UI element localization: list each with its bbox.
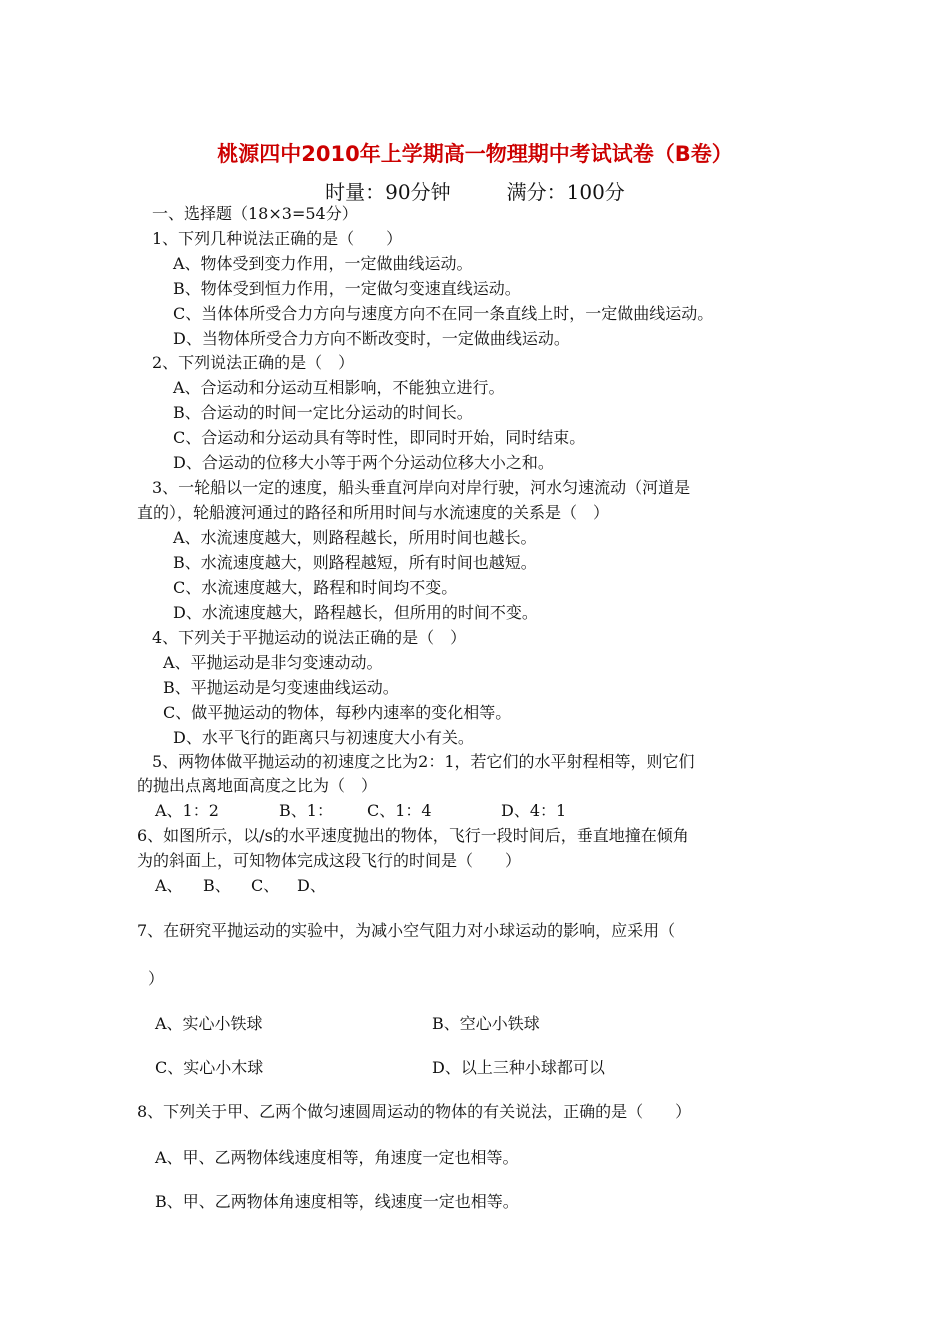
exam-meta (0, 176, 950, 205)
q4-option-a: A、平抛运动是非匀变速动动。 (163, 653, 383, 672)
q2-option-a: A、合运动和分运动互相影响，不能独立进行。 (173, 378, 505, 397)
q4-option-d: D、水平飞行的距离只与初速度大小有关。 (173, 728, 474, 747)
q5-option-a: A、1：2 (155, 801, 219, 820)
q5-option-d: D、4：1 (501, 801, 567, 820)
q3-option-a: A、水流速度越大，则路程越长，所用时间也越长。 (173, 528, 537, 547)
full-score: 满分：100分 (506, 180, 625, 204)
q1-option-b: B、物体受到恒力作用，一定做匀变速直线运动。 (173, 279, 521, 298)
q5-options (155, 800, 566, 822)
q6-option-d: D、 (297, 876, 326, 895)
q2-stem: 2、下列说法正确的是（ ） (152, 353, 355, 372)
q3-option-d: D、水流速度越大，路程越长，但所用的时间不变。 (173, 603, 538, 622)
q8-stem: 8、下列关于甲、乙两个做匀速圆周运动的物体的有关说法，正确的是（ ） (137, 1102, 692, 1121)
q8-option-a: A、甲、乙两物体线速度相等，角速度一定也相等。 (155, 1148, 519, 1167)
exam-title: 桃源四中2010年上学期高一物理期中考试试卷（B卷） (217, 142, 733, 166)
q6-option-a: A、 (155, 876, 183, 895)
q7-option-b: B、空心小铁球 (432, 1014, 540, 1033)
q8-option-b: B、甲、乙两物体角速度相等，线速度一定也相等。 (155, 1192, 519, 1211)
q7-stem-line1: 7、在研究平抛运动的实验中，为减小空气阻力对小球运动的影响，应采用（ (137, 921, 676, 940)
q1-stem: 1、下列几种说法正确的是（ ） (152, 229, 403, 248)
section-heading: 一、选择题（18×3=54分） (152, 204, 358, 223)
q5-stem-line1: 5、两物体做平抛运动的初速度之比为2：1，若它们的水平射程相等，则它们 (152, 752, 695, 771)
q6-option-b: B、 (203, 876, 231, 895)
q6-option-c: C、 (251, 876, 280, 895)
q2-option-c: C、合运动和分运动具有等时性，即同时开始，同时结束。 (173, 428, 586, 447)
q7-option-d: D、以上三种小球都可以 (432, 1058, 605, 1077)
q7-stem-line2: ） (148, 969, 165, 988)
q3-option-b: B、水流速度越大，则路程越短，所有时间也越短。 (173, 553, 537, 572)
q4-option-b: B、平抛运动是匀变速曲线运动。 (163, 678, 399, 697)
q1-option-c: C、当体体所受合力方向与速度方向不在同一条直线上时，一定做曲线运动。 (173, 304, 714, 323)
q6-stem-line1: 6、如图所示，以/s的水平速度抛出的物体，飞行一段时间后，垂直地撞在倾角 (137, 826, 689, 845)
q3-stem-line2: 直的），轮船渡河通过的路径和所用时间与水流速度的关系是（ ） (137, 503, 610, 522)
q6-stem-line2: 为的斜面上，可知物体完成这段飞行的时间是（ ） (137, 851, 522, 870)
q2-option-d: D、合运动的位移大小等于两个分运动位移大小之和。 (173, 453, 554, 472)
q5-option-c: C、1：4 (367, 801, 432, 820)
q1-option-d: D、当物体所受合力方向不断改变时，一定做曲线运动。 (173, 329, 570, 348)
q4-option-c: C、做平抛运动的物体，每秒内速率的变化相等。 (163, 703, 512, 722)
q4-stem: 4、下列关于平抛运动的说法正确的是（ ） (152, 628, 467, 647)
q3-option-c: C、水流速度越大，路程和时间均不变。 (173, 578, 458, 597)
q3-stem-line1: 3、一轮船以一定的速度，船头垂直河岸向对岸行驶，河水匀速流动（河道是 (152, 478, 691, 497)
q1-option-a: A、物体受到变力作用，一定做曲线运动。 (173, 254, 473, 273)
q7-option-c: C、实心小木球 (155, 1058, 264, 1077)
q5-option-b: B、1： (279, 801, 333, 820)
q2-option-b: B、合运动的时间一定比分运动的时间长。 (173, 403, 473, 422)
time-limit: 时量：90分钟 (325, 180, 451, 204)
q7-option-a: A、实心小铁球 (155, 1014, 263, 1033)
q6-options (155, 875, 326, 897)
q5-stem-line2: 的抛出点离地面高度之比为（ ） (137, 776, 378, 795)
